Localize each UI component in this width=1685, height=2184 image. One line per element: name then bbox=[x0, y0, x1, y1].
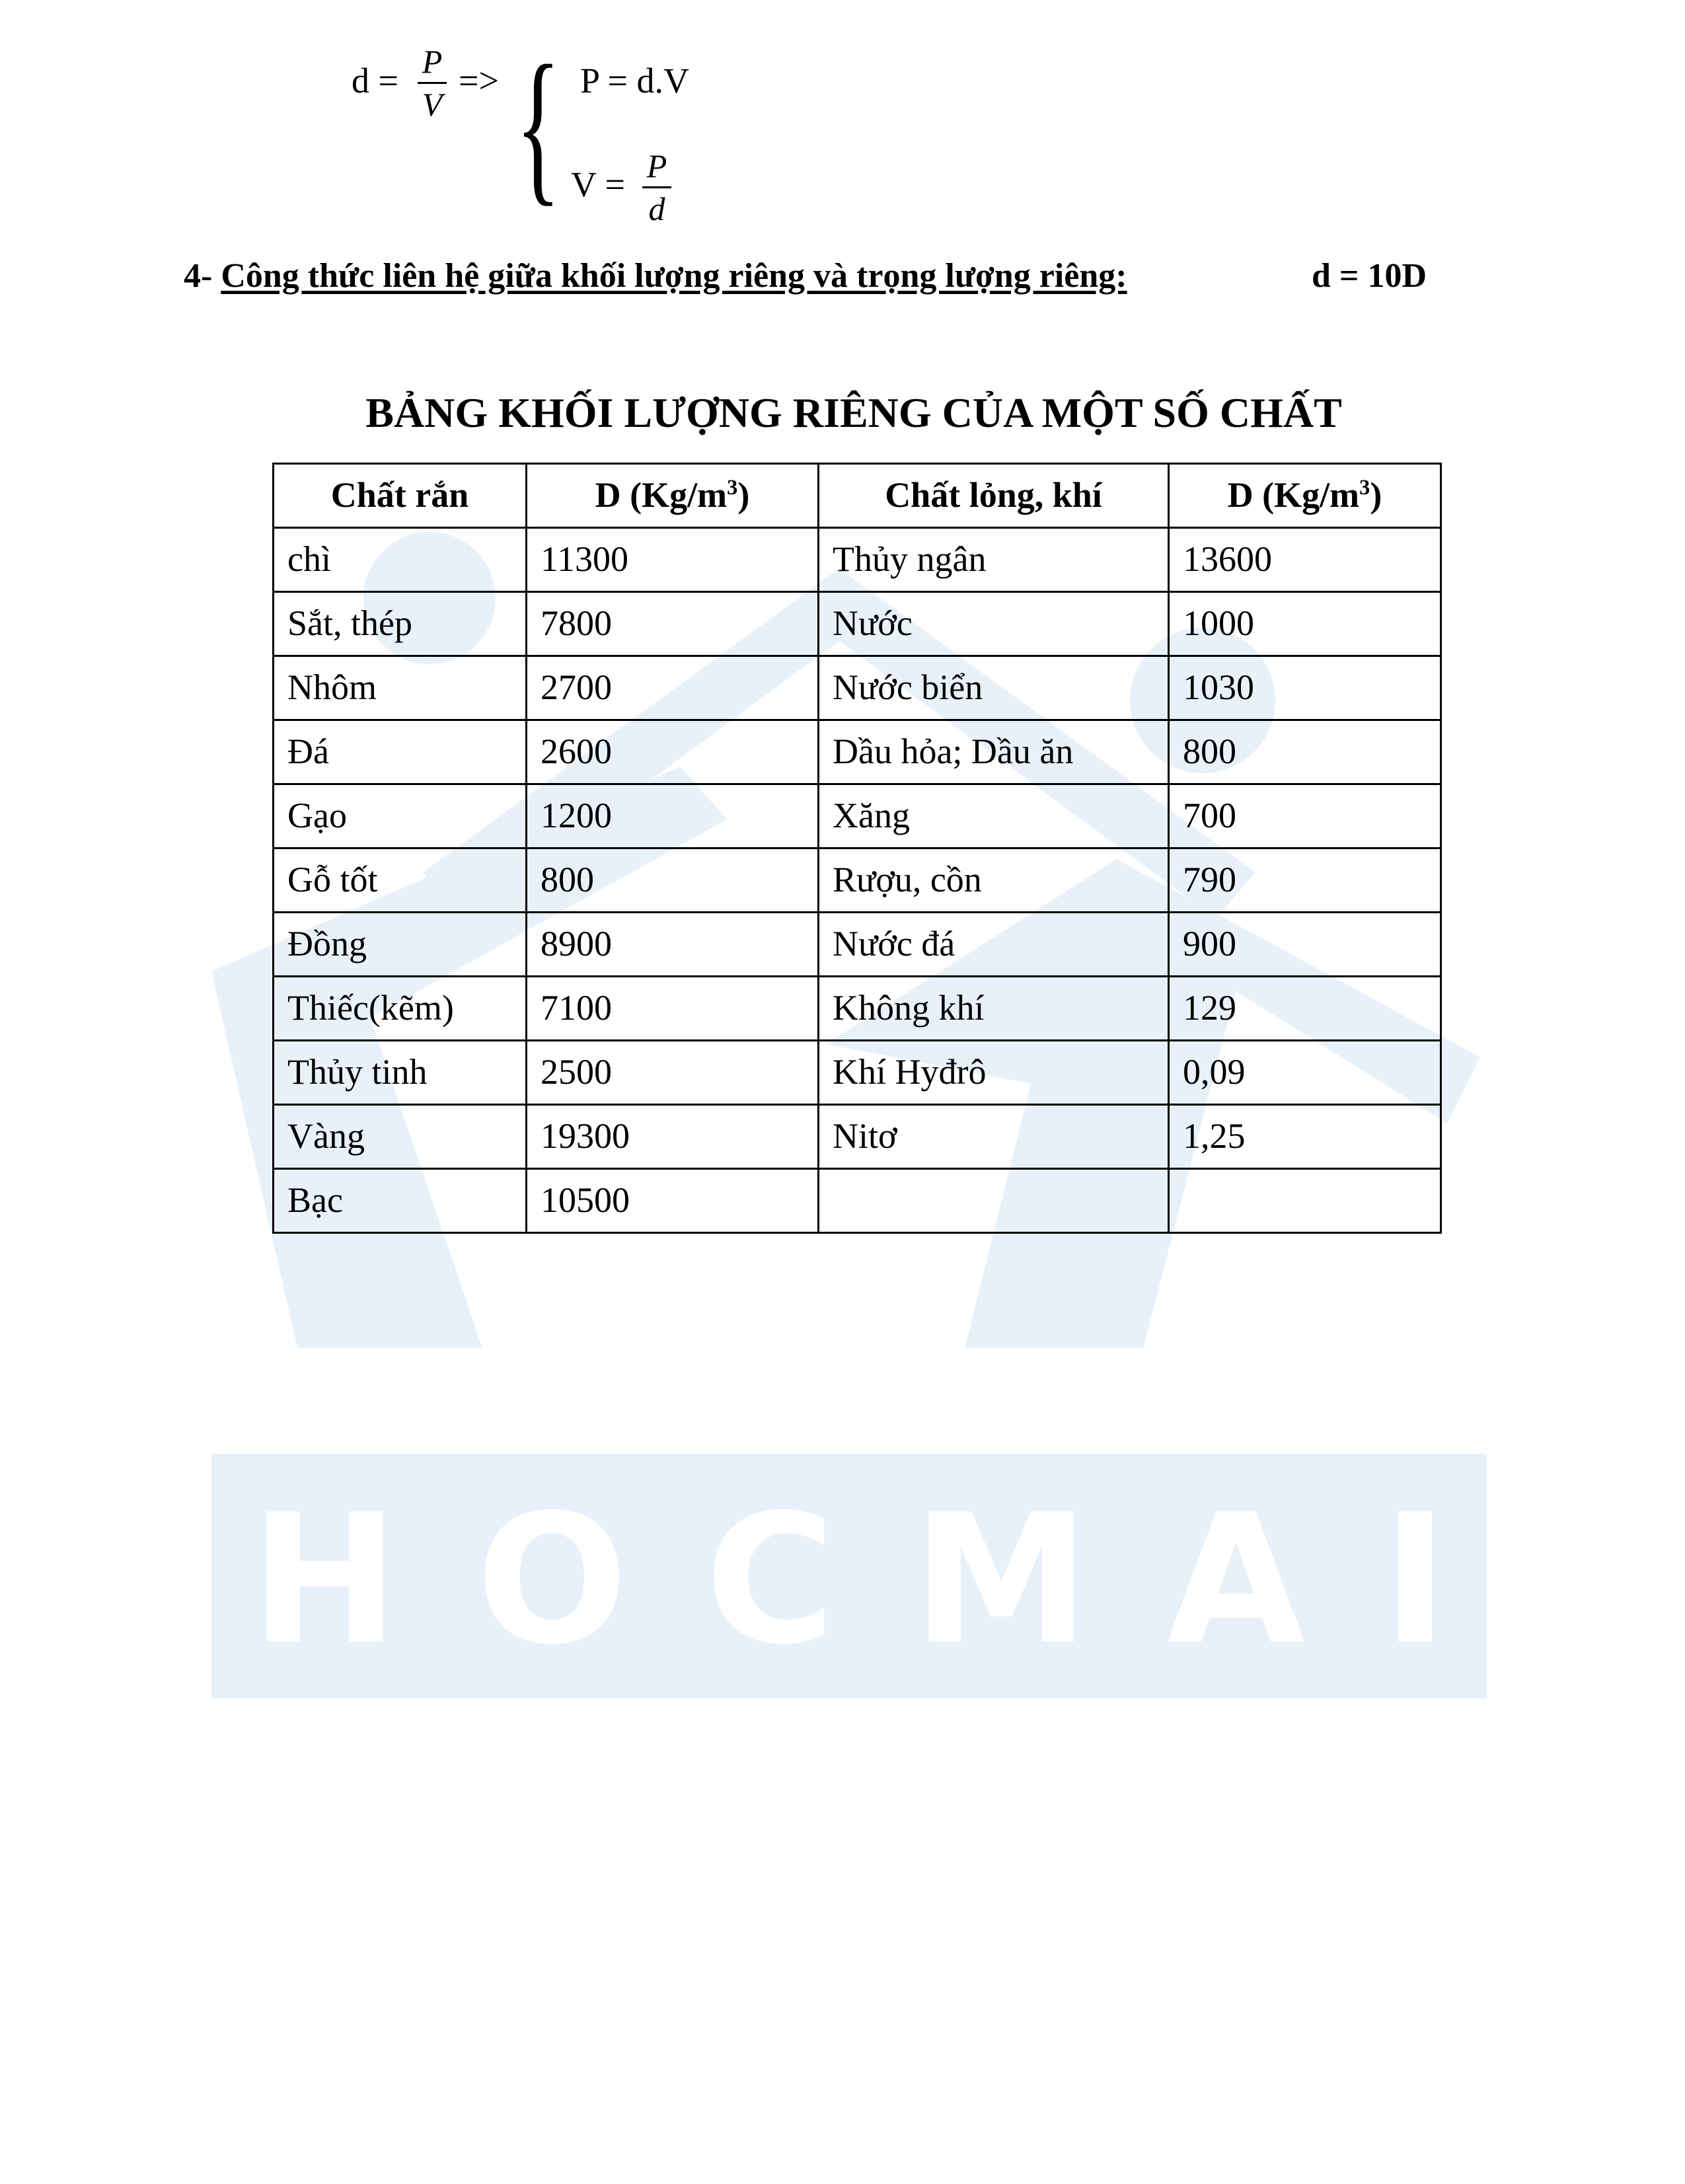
liquid-density: 1000 bbox=[1169, 592, 1441, 656]
solid-density: 800 bbox=[527, 848, 819, 913]
table-row bbox=[274, 1105, 1441, 1169]
solid-density: 1200 bbox=[527, 784, 819, 848]
table-row bbox=[274, 720, 1441, 784]
liquid-name: Xăng bbox=[819, 784, 1169, 848]
watermark-text bbox=[211, 1460, 1487, 1698]
fraction-numerator: P bbox=[422, 43, 443, 80]
solid-name: Bạc bbox=[274, 1169, 527, 1233]
unit-close: ) bbox=[737, 475, 750, 515]
formula-line-1: P = d.V bbox=[580, 61, 689, 100]
solid-name: Gỗ tốt bbox=[274, 848, 527, 913]
unit-text: D (Kg/m bbox=[1227, 475, 1360, 515]
solid-density: 2600 bbox=[527, 720, 819, 784]
table-row bbox=[274, 784, 1441, 848]
fraction-denominator: V bbox=[422, 86, 443, 123]
table-row bbox=[274, 913, 1441, 977]
watermark-letter: I bbox=[1382, 1475, 1448, 1684]
liquid-name: Khí Hyđrô bbox=[819, 1041, 1169, 1105]
fraction-bar bbox=[642, 186, 671, 188]
liquid-name: Thủy ngân bbox=[819, 528, 1169, 592]
solid-density: 7100 bbox=[527, 977, 819, 1041]
formula-line-2-lhs: V = bbox=[571, 165, 625, 204]
liquid-name: Dầu hỏa; Dầu ăn bbox=[819, 720, 1169, 784]
header-density-liquids bbox=[1169, 464, 1441, 528]
section-4-formula: d = 10D bbox=[1312, 257, 1427, 295]
liquid-name: Rượu, cồn bbox=[819, 848, 1169, 913]
liquid-density bbox=[1169, 1169, 1441, 1233]
solid-name: Nhôm bbox=[274, 656, 527, 720]
header-solids: Chất rắn bbox=[274, 464, 527, 528]
table-row bbox=[274, 1041, 1441, 1105]
formula-lhs: d = bbox=[352, 61, 398, 100]
table-row bbox=[274, 528, 1441, 592]
watermark-letter: C bbox=[704, 1475, 836, 1684]
section-label: Công thức liên hệ giữa khối lượng riêng và trọng lượng riêng: bbox=[221, 257, 1127, 295]
table-row bbox=[274, 848, 1441, 913]
watermark-letter: O bbox=[476, 1475, 628, 1684]
liquid-name bbox=[819, 1169, 1169, 1233]
header-liquids-gases: Chất lỏng, khí bbox=[819, 464, 1169, 528]
fraction-denominator: d bbox=[648, 190, 665, 227]
solid-name: Đá bbox=[274, 720, 527, 784]
solid-name: Thủy tinh bbox=[274, 1041, 527, 1105]
solid-name: Thiếc(kẽm) bbox=[274, 977, 527, 1041]
table-row bbox=[274, 1169, 1441, 1233]
unit-text: D (Kg/m bbox=[595, 475, 728, 515]
watermark-letter: A bbox=[1166, 1475, 1305, 1684]
liquid-name: Nước bbox=[819, 592, 1169, 656]
formula-line-2-fraction bbox=[642, 149, 671, 225]
liquid-name: Nitơ bbox=[819, 1105, 1169, 1169]
solid-name: chì bbox=[274, 528, 527, 592]
liquid-name: Nước đá bbox=[819, 913, 1169, 977]
liquid-density: 900 bbox=[1169, 913, 1441, 977]
table-header-row bbox=[274, 464, 1441, 528]
table-title: BẢNG KHỐI LƯỢNG RIÊNG CỦA MỘT SỐ CHẤT bbox=[365, 389, 1342, 436]
unit-superscript: 3 bbox=[727, 476, 738, 500]
fraction-bar bbox=[418, 82, 447, 84]
unit-close: ) bbox=[1370, 475, 1382, 515]
liquid-density: 0,09 bbox=[1169, 1041, 1441, 1105]
liquid-density: 790 bbox=[1169, 848, 1441, 913]
watermark-letter: M bbox=[912, 1475, 1090, 1684]
table-row bbox=[274, 977, 1441, 1041]
liquid-density: 800 bbox=[1169, 720, 1441, 784]
fraction-numerator: P bbox=[646, 147, 667, 184]
curly-brace-icon: { bbox=[515, 30, 561, 221]
solid-density: 11300 bbox=[527, 528, 819, 592]
implies-sign: => bbox=[459, 61, 499, 100]
density-table bbox=[272, 463, 1442, 1234]
unit-superscript: 3 bbox=[1359, 476, 1370, 500]
liquid-name: Nước biển bbox=[819, 656, 1169, 720]
liquid-name: Không khí bbox=[819, 977, 1169, 1041]
formula-fraction bbox=[418, 45, 447, 121]
solid-density: 7800 bbox=[527, 592, 819, 656]
section-number: 4- bbox=[184, 257, 213, 295]
header-density-solids bbox=[527, 464, 819, 528]
solid-density: 2700 bbox=[527, 656, 819, 720]
section-4-heading bbox=[184, 256, 1127, 295]
table-row bbox=[274, 656, 1441, 720]
liquid-density: 1,25 bbox=[1169, 1105, 1441, 1169]
solid-density: 8900 bbox=[527, 913, 819, 977]
liquid-density: 13600 bbox=[1169, 528, 1441, 592]
liquid-density: 1030 bbox=[1169, 656, 1441, 720]
solid-density: 2500 bbox=[527, 1041, 819, 1105]
solid-name: Vàng bbox=[274, 1105, 527, 1169]
solid-name: Đồng bbox=[274, 913, 527, 977]
solid-density: 10500 bbox=[527, 1169, 819, 1233]
watermark-letter: H bbox=[250, 1475, 400, 1684]
table-row bbox=[274, 592, 1441, 656]
liquid-density: 129 bbox=[1169, 977, 1441, 1041]
solid-name: Sắt, thép bbox=[274, 592, 527, 656]
solid-density: 19300 bbox=[527, 1105, 819, 1169]
solid-name: Gạo bbox=[274, 784, 527, 848]
liquid-density: 700 bbox=[1169, 784, 1441, 848]
